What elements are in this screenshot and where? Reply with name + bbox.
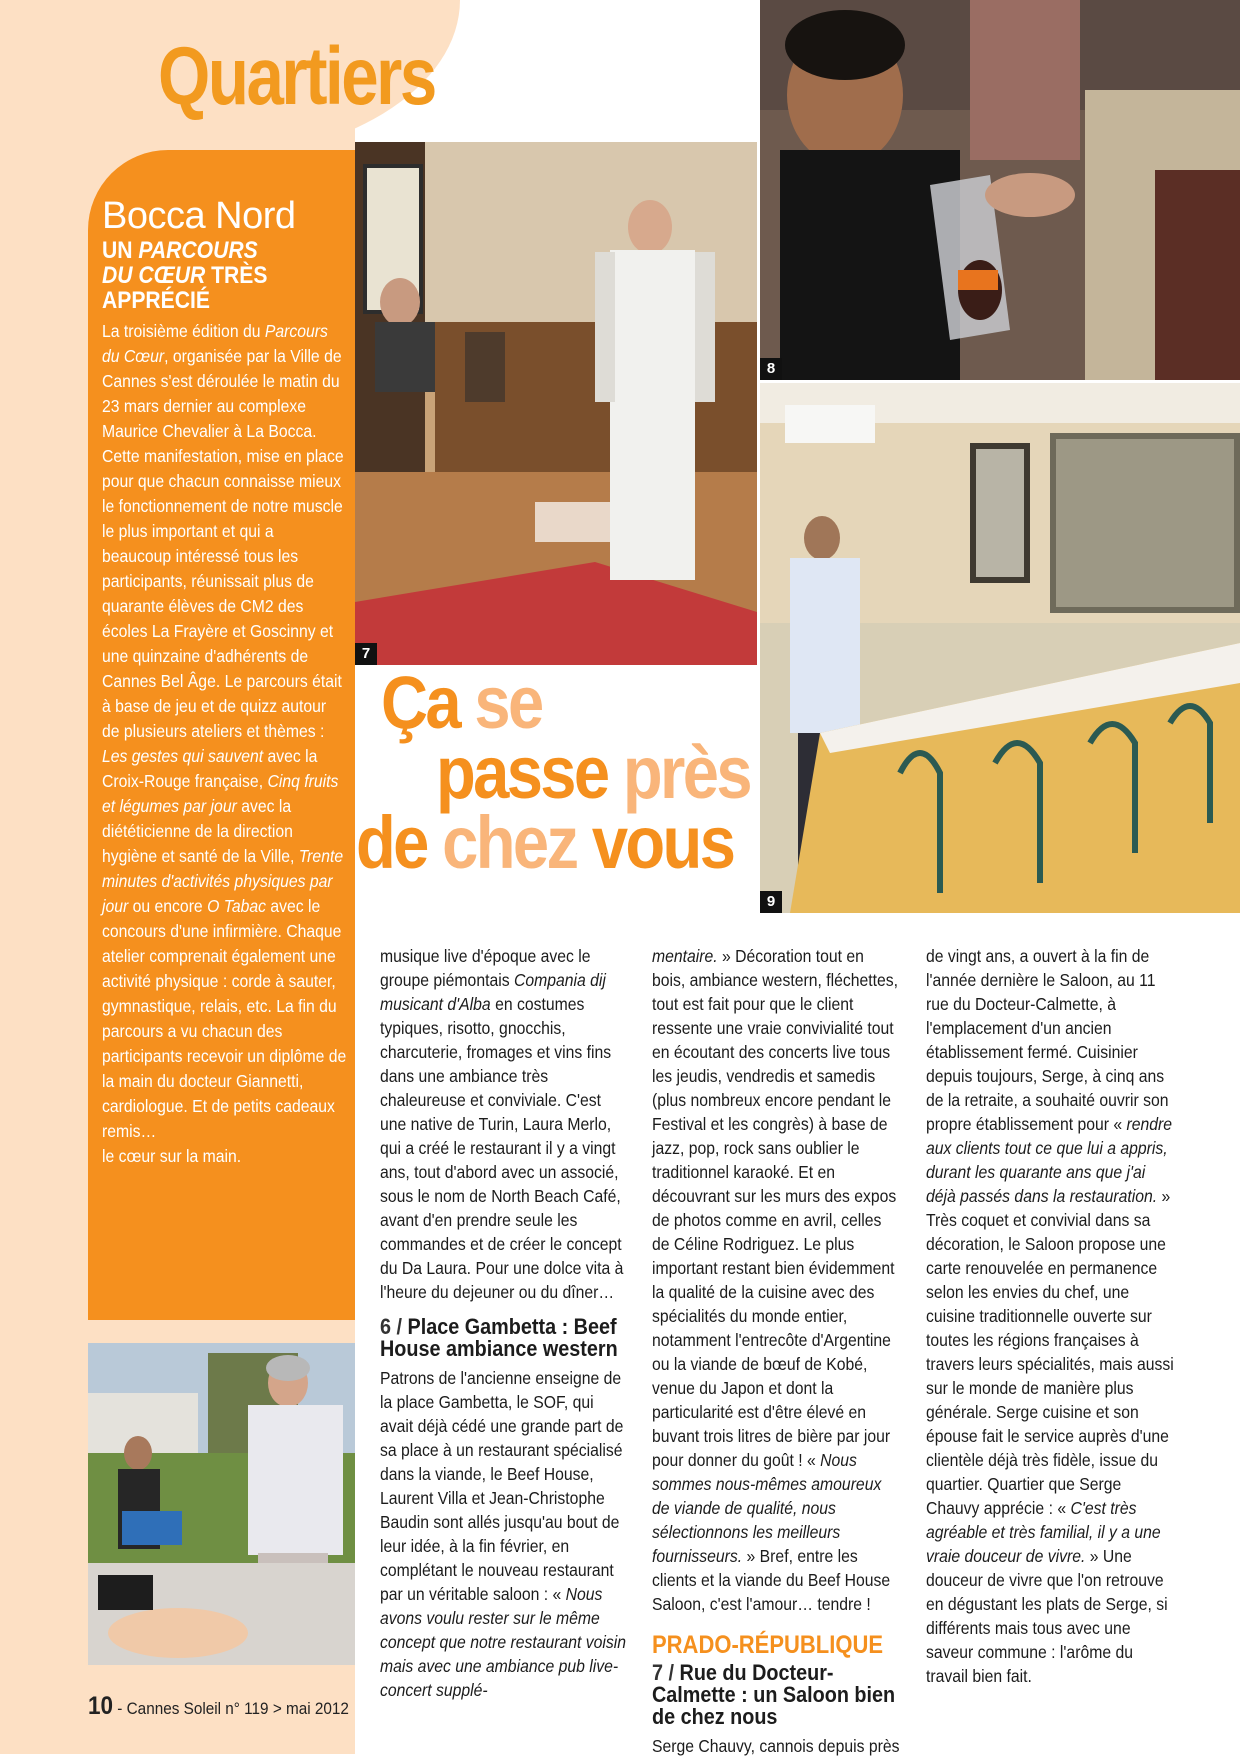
page-footer: 10 - Cannes Soleil n° 119 > mai 2012 <box>88 1692 349 1720</box>
sidebar-location-title: Bocca Nord <box>102 195 296 237</box>
subheading-place-gambetta: 6 / Place Gambetta : Beef House ambiance western <box>380 1314 618 1361</box>
sidebar-bocca-nord <box>88 150 355 1320</box>
section-title: Quartiers <box>158 31 435 122</box>
publication-name: Cannes Soleil n° 119 <box>126 1699 269 1718</box>
sidebar-headline: UN PARCOURS DU CŒUR TRÈS APPRÉCIÉ <box>102 237 268 314</box>
article-column-3 <box>926 944 1174 1688</box>
area-title-prado-republique: PRADO-RÉPUBLIQUE <box>652 1631 884 1659</box>
paragraph-saloon: de vingt ans, a ouvert à la fin de l'année dernière le Saloon, au 11 rue du Docteur-Calmette, à l'emplacement d'un ancien établissement fermé. Cuisinier depuis toujours, Serge, à cinq ans de la retraite, a souhaité ouvrir son propre établissement pour « rendre aux clients tout ce que lui a appris, durant les quarante ans que j'ai déjà passés dans la restauration. » Très coquet et convivial dans sa décoration, le Saloon propose une carte renouvelée en permanence selon les envies du chef, une cuisine traditionnelle ouverte sur toutes les régions françaises à travers leurs spécialités, mais aussi sur le monde de manière plus générale. Serge cuisine et son épouse fait le service auprès d'une clientèle déjà très fidèle, issue du quartier. Quartier que Serge Chauvy apprécie : « C'est très agréable et très familial, il y a une vraie douceur de vivre. » Une douceur de vivre que l'on retrouve en dégustant les plats de Serge, si différents mais tous avec une saveur commune : l'arôme du travail bien fait. <box>926 946 1174 1686</box>
page-number: 10 <box>88 1692 114 1720</box>
article-column-2 <box>652 944 900 1758</box>
issue-date: mai 2012 <box>286 1699 349 1718</box>
paragraph-da-laura: musique live d'époque avec le groupe piémontais Compania dij musicant d'Alba en costumes typiques, risotto, gnocchis, charcuterie, fromages et vins fins dans une ambiance très chaleureuse et conviviale. C'est une native de Turin, Laura Merlo, qui a créé le restaurant il y a vingt ans, tout d'abord avec un associé, sous le nom de North Beach Café, avant d'en prendre seule les commandes et de créer le concept du Da Laura. Pour une dolce vita à l'heure du dejeuner ou du dîner… <box>380 946 624 1302</box>
subheading-rue-docteur-calmette: 7 / Rue du Docteur-Calmette : un Saloon bien de chez nous <box>652 1660 896 1729</box>
photo-saloon-dining-room <box>760 383 1240 913</box>
sidebar-article: La troisième édition du Parcours du Cœur, organisée par la Ville de Cannes s'est déroulée le matin du 23 mars dernier au complexe Maurice Chevalier à La Bocca. Cette manifestation, mise en place pour que chacun connaisse mieux le fonctionnement de notre muscle le plus important et qui a beaucoup intéressé tous les participants, réunissait plus de quarante élèves de CM2 des écoles La Frayère et Goscinny et une quinzaine d'adhérents de Cannes Bel Âge. Le parcours était à base de jeu et de quizz autour de plusieurs ateliers et thèmes : Les gestes qui sauvent avec la Croix-Rouge française, Cinq fruits et légumes par jour avec la diététicienne de la direction hygiène et santé de la Ville, Trente minutes d'activités physiques par jour ou encore O Tabac avec le concours d'une infirmière. Chaque atelier comprenait également une activité physique : corde à sauter, gymnastique, relais, etc. La fin du parcours a vu chacun des participants recevoir un diplôme de la main du docteur Giannetti, cardiologue. Et de petits cadeaux remis… le cœur sur la main. <box>102 321 347 1166</box>
photo-number-9: 9 <box>760 891 782 913</box>
paragraph-beef-house-cont: mentaire. » Décoration tout en bois, ambiance western, fléchettes, tout est fait pour que le client ressente une vraie convivialité tout en écoutant des concerts live tous les jeudis, vendredis et samedis (plus nombreux encore pendant le Festival et les congrès) à base de jazz, pop, rock sans oublier le traditionnel karaoké. Et en découvrant sur les murs des expos de photos comme en avril, celles de Céline Rodriguez. Le plus important restant bien évidemment la qualité de la cuisine avec des spécialités du monde entier, notamment l'entrecôte d'Argentine ou la viande de bœuf de Kobé, venue du Japon et dont la particularité est d'être élevé en buvant trois litres de bière par jour pour donner du goût ! « Nous sommes nous-mêmes amoureux de viande de qualité, nous sélectionnons les meilleurs fournisseurs. » Bref, entre les clients et la viande du Beef House Saloon, c'est l'amour… tendre ! <box>652 946 899 1614</box>
photo-boy-chocolate <box>760 0 1240 380</box>
article-column-1 <box>380 944 628 1702</box>
photo-restaurant-chef <box>355 142 757 665</box>
photo-parcours-du-coeur <box>88 1343 355 1665</box>
paragraph-beef-house: Patrons de l'ancienne enseigne de la place Gambetta, le SOF, qui avait déjà cédé une grande part de sa place à un restaurant spécialisé dans la viande, le Beef House, Laurent Villa et Jean-Christophe Baudin sont allés jusqu'au bout de leur idée, à la fin février, en complétant le nouveau restaurant par un véritable saloon : « Nous avons voulu rester sur le même concept que notre restaurant voisin mais avec une ambiance pub live-concert supplé- <box>380 1368 627 1700</box>
photo-number-7: 7 <box>355 643 377 665</box>
paragraph-saloon-start: Serge Chauvy, cannois depuis près <box>652 1736 900 1756</box>
photo-number-8: 8 <box>760 358 782 380</box>
